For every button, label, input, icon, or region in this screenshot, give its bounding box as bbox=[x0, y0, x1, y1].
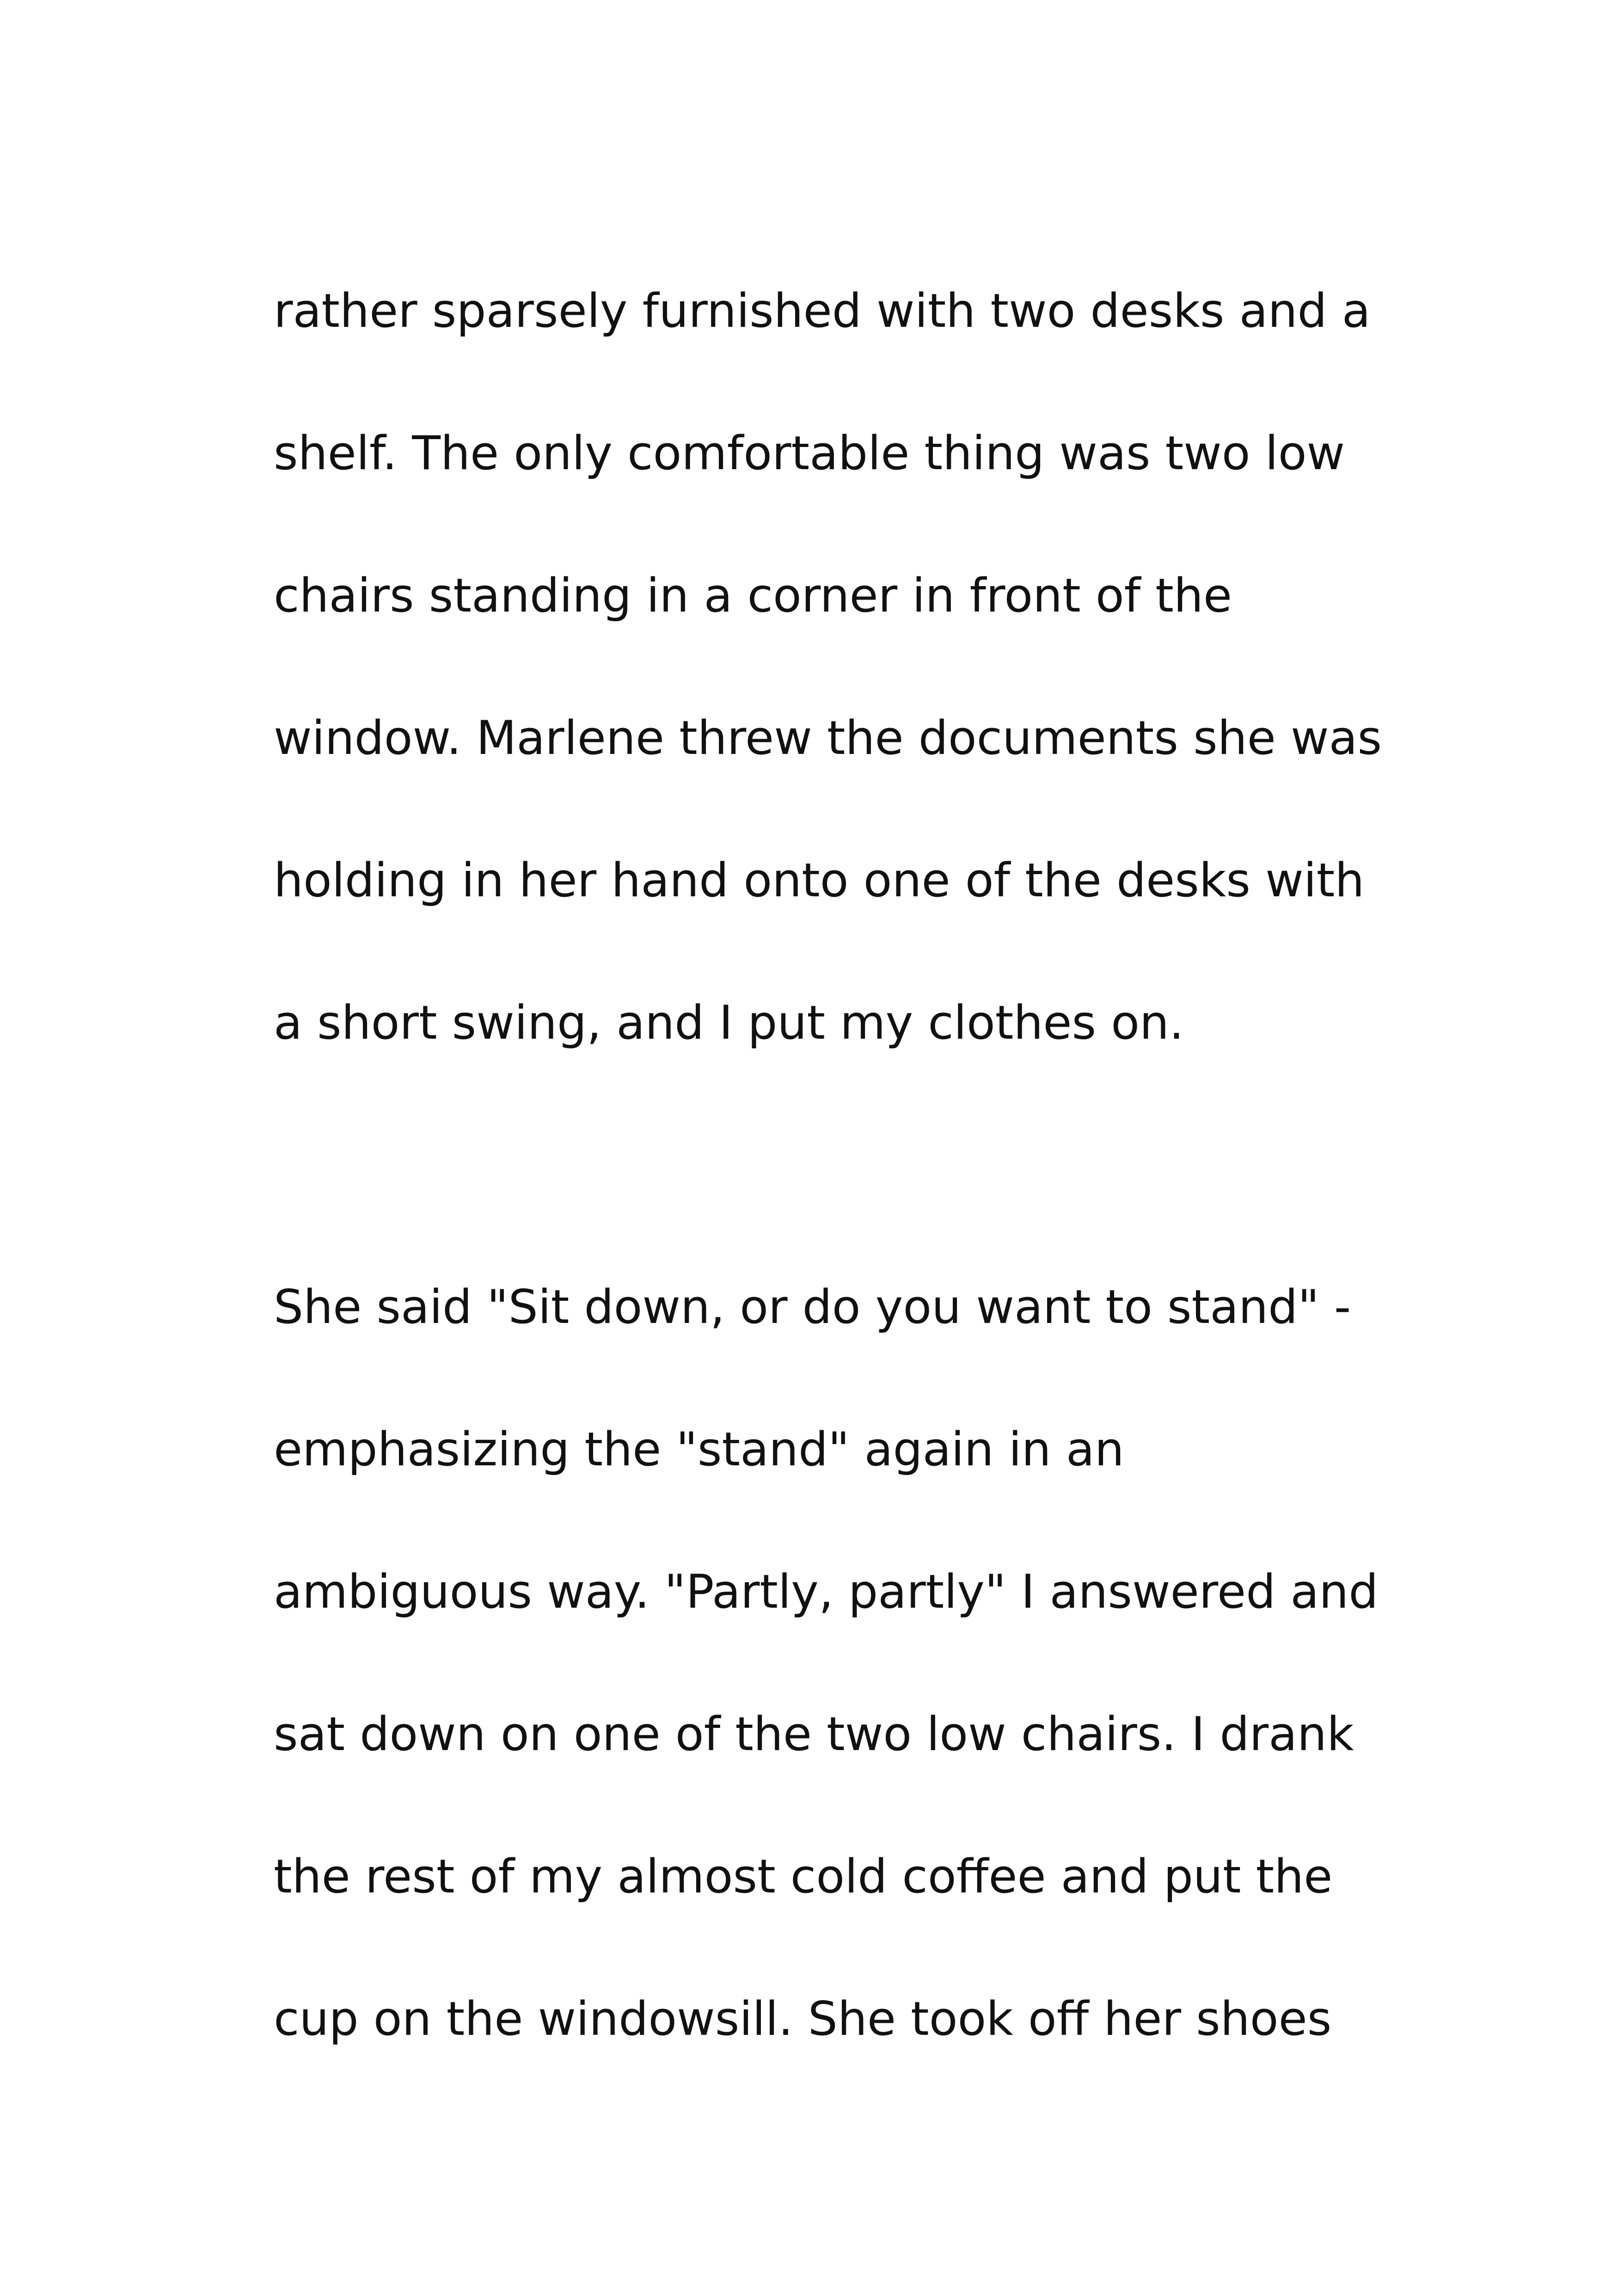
text-line: ambiguous way. "Partly, partly" I answered and bbox=[274, 1564, 1379, 1619]
text-line: shelf. The only comfortable thing was two low bbox=[274, 426, 1345, 480]
text-line: holding in her hand onto one of the desks with bbox=[274, 853, 1365, 907]
text-line: She said "Sit down, or do you want to stand" - bbox=[274, 1280, 1351, 1334]
text-line: window. Marlene threw the documents she was bbox=[274, 710, 1382, 765]
text-line: emphasizing the "stand" again in an bbox=[274, 1422, 1124, 1476]
text-line: the rest of my almost cold coffee and put the bbox=[274, 1849, 1333, 1904]
text-line: cup on the windowsill. She took off her shoes bbox=[274, 1991, 1332, 2046]
text-line: chairs standing in a corner in front of the bbox=[274, 568, 1232, 623]
text-line: sat down on one of the two low chairs. I drank bbox=[274, 1707, 1354, 1761]
text-line: a short swing, and I put my clothes on. bbox=[274, 995, 1184, 1050]
text-line: rather sparsely furnished with two desks and a bbox=[274, 283, 1371, 338]
